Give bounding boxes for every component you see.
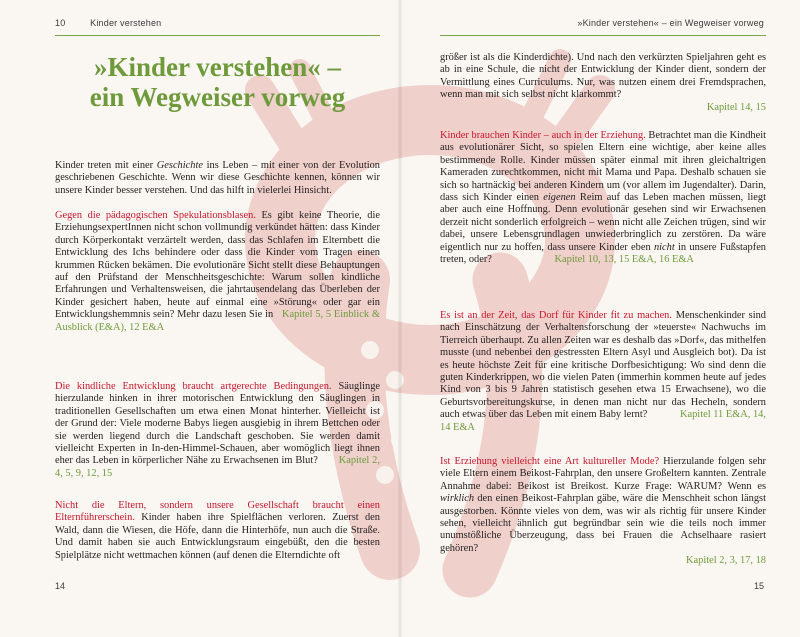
section-body: Betrachtet man die Kindheit aus evolutionärer Sicht, so spielen Eltern eine wichtige, aber keine alles bestimmende Rolle. Kinder müssen später einmal mit ihren gleichaltrigen Kameraden zurechtkommen, nicht mit Mama und Papa. Deshalb schauen sie sich so hartnäckig bei anderen Kindern um (vor allem im Jugendalter). Darin, dass sich Kinder einen [440, 130, 766, 204]
page-number-bottom: 15 [753, 581, 764, 591]
section-development [55, 381, 380, 480]
section-speculation [55, 210, 380, 334]
chapter-title-line2: ein Wegweiser vorweg [89, 82, 346, 112]
section-body: Säuglinge hierzulande hinken in ihrer motorischen Entwicklung den Säuglingen in traditionellen Gesellschaften um etwa einen Monat hinterher. Vielleicht ist der Grund der: Viele moderne Babys liegen ausgiebig in ihrem Bettchen oder sie werden liegend durch die Landschaft geschoben. Sie werden damit vielleicht Experten in In-den-Himmel-Schauen, aber womöglich liegt ihnen eher das Leben in körperlicher Nähe zu Erwachsenen im Blut? [55, 381, 380, 467]
continuation-text: größer ist als die Kinderdichte). Und nach den verkürzten Spieljahren geht es ab in eine Schule, die nicht der Entwicklung der Kinder dient, sondern der Vermittlung eines Curriculums. Nur, was nutzen einem drei Fremdsprachen, wenn man mit sich selbst nicht klarkommt? [440, 52, 766, 101]
running-head-right: »Kinder verstehen« – ein Wegweiser vorweg [577, 18, 764, 28]
section-lead: Kinder brauchen Kinder – auch in der Erziehung. [440, 130, 646, 141]
section-italic: wirklich [440, 493, 475, 505]
section-village [440, 310, 766, 434]
section-lead: Die kindliche Entwicklung braucht artgerechte Bedingungen. [55, 381, 332, 392]
running-head-left [55, 18, 161, 28]
intro-text-a: Kinder treten mit einer [55, 160, 157, 171]
header-rule [440, 35, 766, 36]
section-lead: Es ist an der Zeit, das Dorf für Kinder fit zu machen. [440, 310, 672, 321]
right-page [400, 0, 800, 637]
chapter-reference: Kapitel 11 E&A, 14, 14 E&A [440, 409, 766, 433]
section-lead: Nicht die Eltern, sondern unsere Gesellschaft braucht einen Elternführerschein. [55, 500, 380, 524]
chapter-reference: Kapitel 2, 4, 5, 9, 12, 15 [55, 455, 380, 479]
section-society [55, 500, 380, 562]
chapter-reference: Kapitel 10, 13, 15 E&A, 16 E&A [554, 254, 694, 266]
intro-paragraph [55, 160, 380, 197]
chapter-title [55, 52, 380, 112]
section-lead: Ist Erziehung vielleicht eine Art kultureller Mode? [440, 456, 660, 467]
section-body: Es gibt keine Theorie, die ErziehungsexpertInnen nicht schon vollmundig verkündet hätten: dass Kinder durch Körperkontakt verzärtelt werden, dass das Schlafen im Elternbett die Entwicklung des Ichs behindere oder dass die Kinder vom Tragen einen krummen Rücken bekämen. Die evolutionäre Sicht stellt diese Behauptungen auf den Prüfstand der Menschheitsgeschichte: Warum sollen kindliche Erfahrungen und Verhaltensweisen, die jahrtausendelang das Überleben der Kinder gesichert haben, heute auf einmal eine »Störung« oder gar ein Entwicklungshemmnis sein? Mehr dazu lesen Sie in [55, 210, 380, 321]
continuation-paragraph [440, 52, 766, 114]
chapter-reference: Kapitel 2, 3, 17, 18 [686, 555, 766, 567]
section-body: Hierzulande folgen sehr viele Eltern einem Beikost-Fahrplan, den unsere Großeltern kannten. Zentrale Annahme dabei: Beikost ist Breikost. Kurze Frage: WARUM? Wenn es [440, 456, 766, 492]
chapter-reference: Kapitel 5, 5 Einblick & Ausblick (E&A), 12 E&A [55, 309, 380, 333]
page-number-top: 10 [55, 18, 66, 28]
header-rule [55, 35, 380, 36]
chapter-title-line1: »Kinder verstehen« – [94, 52, 341, 82]
section-body: in unsere Fußstapfen treten, oder? [440, 241, 766, 266]
section-italic: nicht [653, 241, 675, 253]
page-number-bottom: 14 [55, 581, 66, 591]
section-body: Kinder haben ihre Spielflächen verloren. Zuerst den Wald, dann die Wiesen, die Höfe, dann die Hinterhöfe, nun auch die Straße. Und damit haben sie auch Entwicklungsraum eingebüßt, den die besten Spielplätze nicht wettmachen können (auf denen die Elterndichte oft [55, 512, 380, 561]
section-body: Reim auf das Leben machen müssen, liegt aber auch eine Hoffnung. Denn evolutionär gesehen sind wir Erwachsenen derzeit nicht sonderlich erfolgreich – wenn nicht alle Zeichen trügen, sind wir dabei, unsere Lebensgrundlagen unwiederbringlich zu zerstören. Da wäre eigentlich nur zu hoffen, dass unsere Kinder eben [440, 192, 766, 253]
intro-italic: Geschichte [156, 160, 203, 171]
section-body: Menschenkinder sind nach Einschätzung der Verhaltensforschung der »teuerste« Nachwuchs im Tierreich überhaupt. Zu allen Zeiten war es deshalb das »Dorf«, das mithelfen musste (und nebenbei den gestressten Eltern Asyl und Ausgleich bot). Da ist es heute höchste Zeit für eine kritische Dorfbesichtigung: Wo sind denn die guten Kinderkrippen, wo die vielen Paten (immerhin kommen heute auf jedes Kind von 3 bis 9 Jahren statistisch gesehen etwa 15 Erwachsene), wo die Geburtsvorbereitungskurse, in denen man nicht nur das Hecheln, sondern auch etwas über das Leben mit einem Baby lernt? [440, 310, 767, 421]
chapter-reference: Kapitel 14, 15 [706, 101, 766, 113]
section-body: den einen Beikost-Fahrplan gäbe, wäre die Menschheit schon längst ausgestorben. Könnte vieles von dem, was wir als richtig für unsere Kinder sehen, vielleicht ähnlich gut begründbar sein wie die teils noch immer unumstößliche Überzeugung, dass bei Frauen die Achselhaare rasiert gehören? [440, 493, 766, 554]
section-fashion [440, 456, 766, 568]
section-lead: Gegen die pädagogischen Spekulationsblasen. [55, 210, 256, 221]
section-italic: eigenen [543, 192, 576, 204]
intro-text-b: ins Leben – mit einer von der Evolution geschriebenen Geschichte. Wenn wir diese Geschichte kennen, können wir unsere Kinder besser verstehen. Und das hilft in vielerlei Hinsicht. [55, 160, 380, 196]
running-head-title: Kinder verstehen [90, 18, 162, 28]
section-peers [440, 130, 766, 266]
